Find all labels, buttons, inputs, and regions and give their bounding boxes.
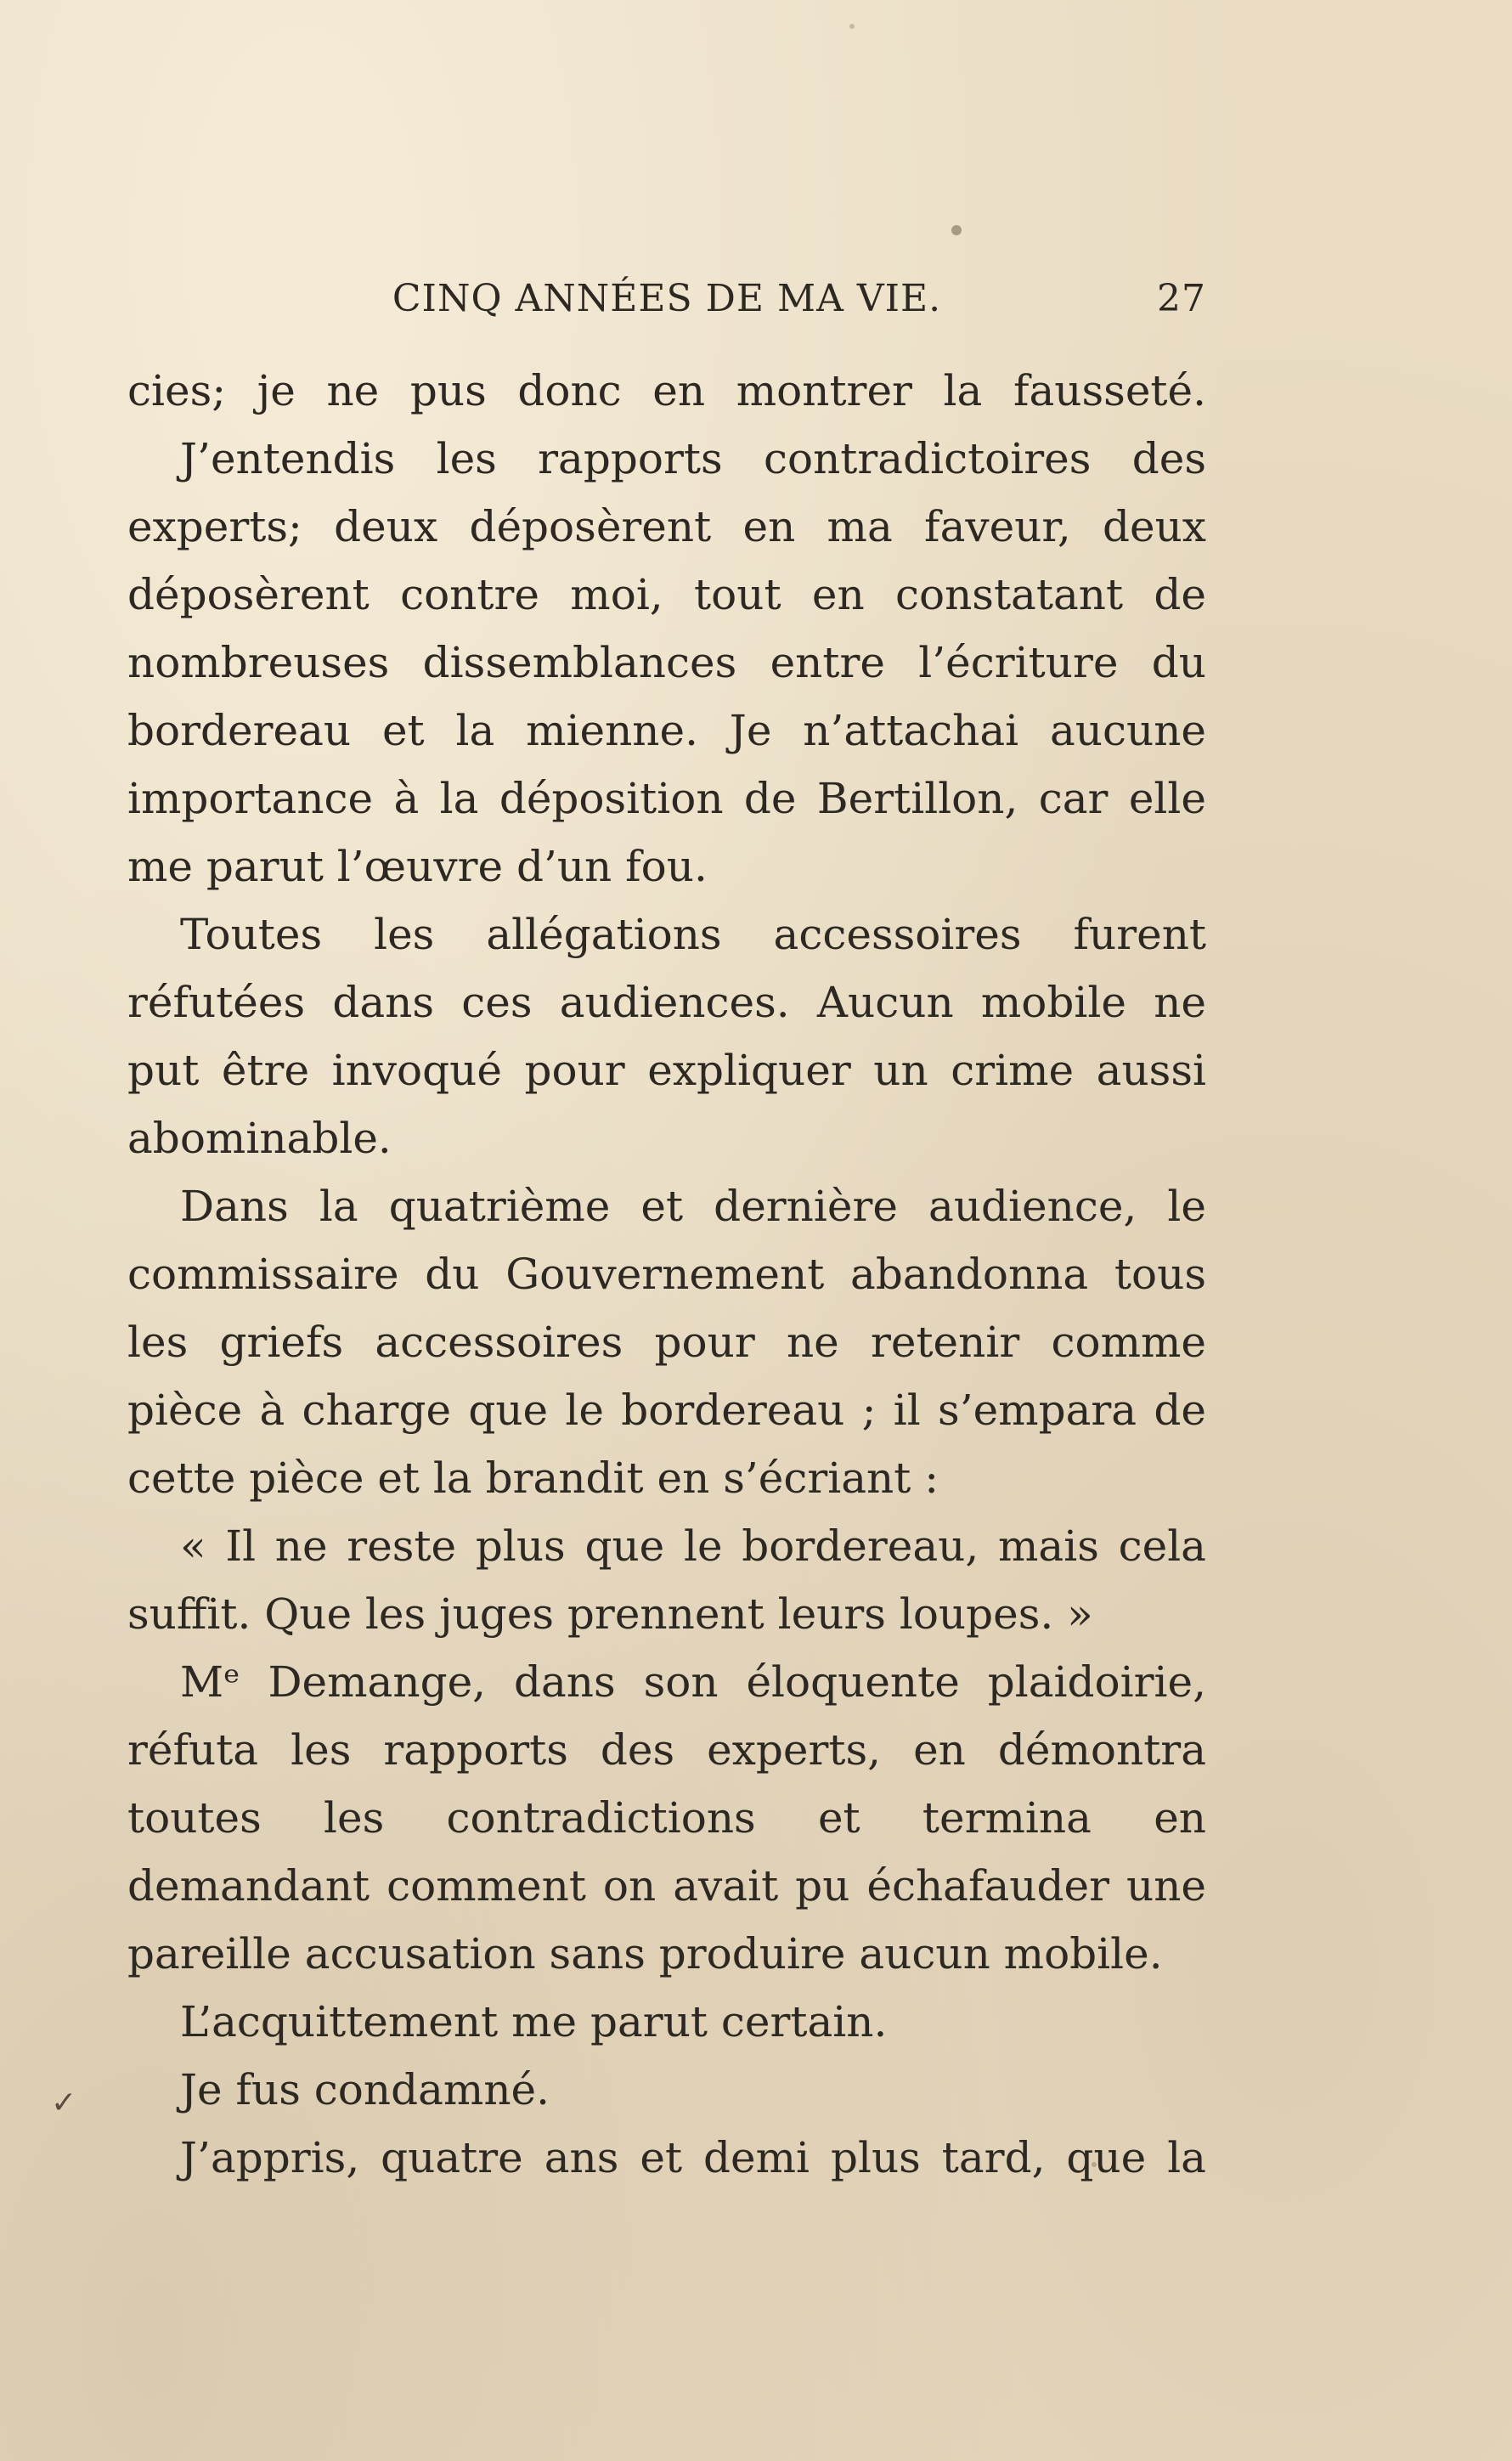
paragraph: J’appris, quatre ans et demi plus tard, que la [180,2133,1206,2182]
paragraph: cies; je ne pus donc en montrer la fausseté. [127,366,1206,415]
paragraph: Dans la quatrième et dernière audience, le commissaire du Gouvernement abandonna tous les griefs accessoires pour ne retenir comme pièce à charge que le bordereau ; il s’empara de cette pièce et la brandit en s’écriant : [127,1182,1206,1503]
page-number: 27 [1157,277,1206,320]
paper-speck [849,24,855,29]
paragraph: L’acquittement me parut certain. [180,1997,888,2046]
body-text [127,357,1206,2192]
paragraph: J’entendis les rapports contradictoires des experts; deux déposèrent en ma faveur, deux déposèrent contre moi, tout en constatant de nombreuses dissemblances entre l’écriture du bordereau et la mienne. Je n’attachai aucune importance à la déposition de Bertillon, car elle me parut l’œuvre d’un fou. [127,434,1206,891]
paragraph: Toutes les allégations accessoires furent réfutées dans ces audiences. Aucun mobile ne put être invoqué pour expliquer un crime aussi abominable. [127,910,1206,1163]
paragraph: Je fus condamné. [180,2065,550,2114]
paragraph: Mᵉ Demange, dans son éloquente plaidoirie, réfuta les rapports des experts, en démontra toutes les contradictions et termina en demandant comment on avait pu échafauder une pareille accusation sans produire aucun mobile. [127,1657,1206,1978]
running-title: CINQ ANNÉES DE MA VIE. [392,277,942,320]
page-header [127,270,1206,330]
margin-pencil-mark-icon: ✓ [51,2086,77,2120]
paper-speck [951,225,962,235]
paragraph: « Il ne reste plus que le bordereau, mais cela suffit. Que les juges prennent leurs loupes. » [127,1521,1206,1639]
